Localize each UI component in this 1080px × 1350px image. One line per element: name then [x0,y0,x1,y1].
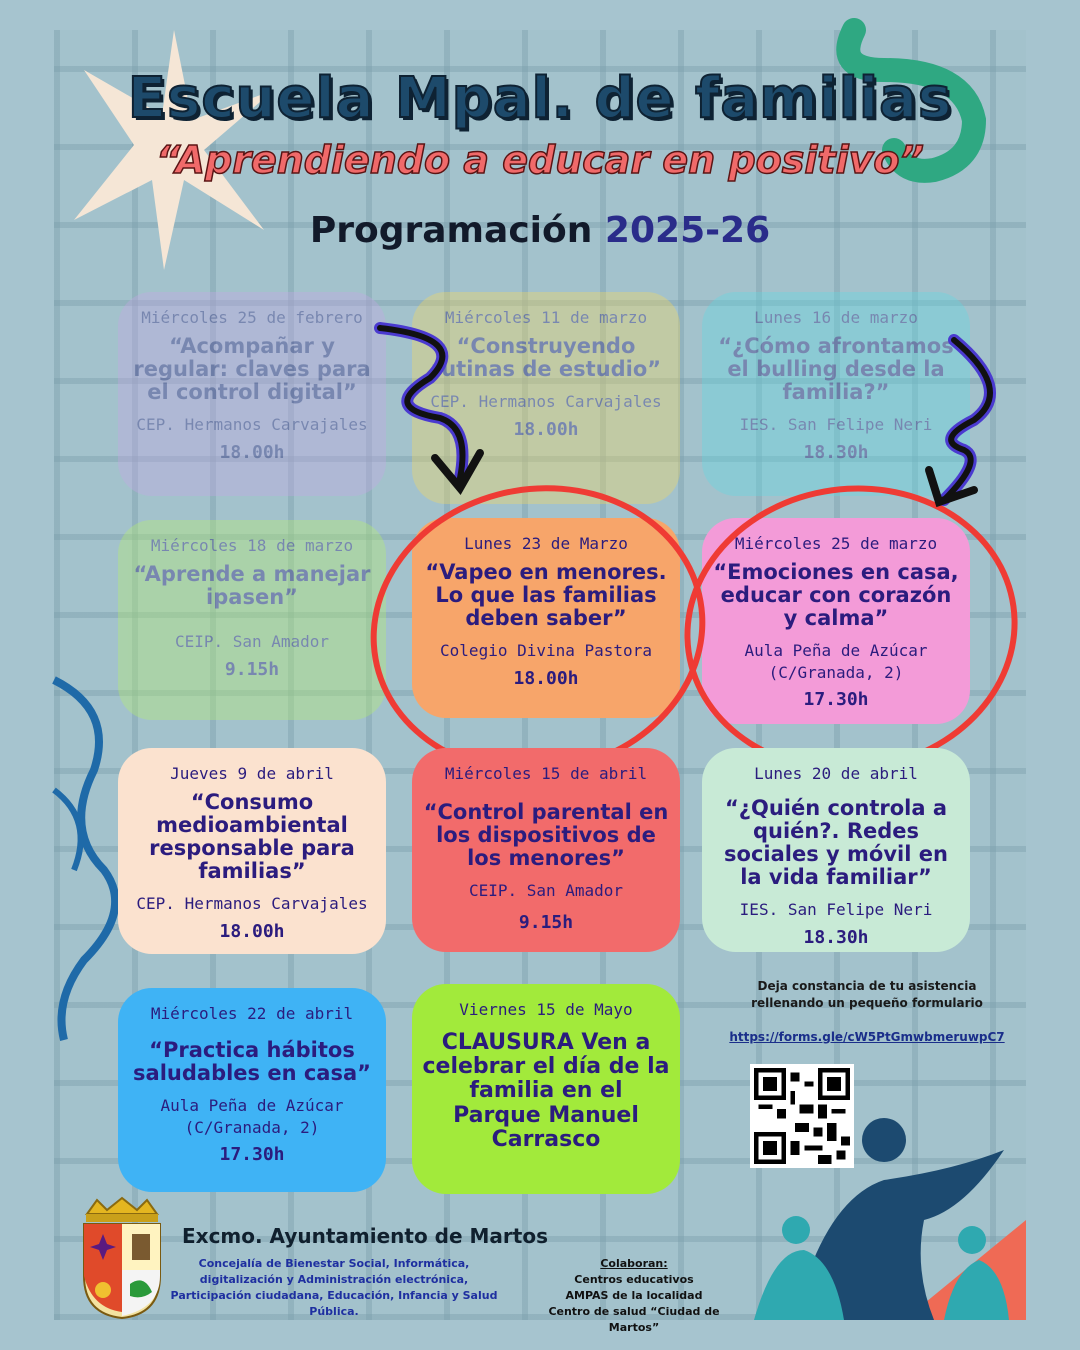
session-title: “Control parental en los dispositivos de los menores” [423,800,669,871]
session-place: IES. San Felipe Neri [739,900,933,920]
session-card-8 [412,748,680,952]
session-date: Miércoles 25 de febrero [141,308,363,327]
session-date: Jueves 9 de abril [170,764,334,783]
session-time: 18.30h [803,926,869,948]
session-date: Miércoles 11 de marzo [444,308,648,327]
session-place: Aula Peña de Azúcar (C/Granada, 2) [160,1096,344,1137]
collab-item: Centro de salud “Ciudad de Martos” [548,1304,720,1334]
session-date: Lunes 16 de marzo [754,308,918,327]
session-date: Lunes 23 de Marzo [464,534,628,553]
session-card-10 [118,988,386,1192]
session-date: Miércoles 25 de marzo [734,534,938,553]
arrow-down-icon [370,318,490,498]
collab-item: AMPAS de la localidad [565,1288,703,1302]
session-title: “Aprende a manejar ipasen” [133,562,371,610]
form-link[interactable]: https://forms.gle/cW5PtGmwbmeruwpC7 [729,1030,1005,1044]
subtitle: “Aprendiendo a educar en positivo” [156,138,924,182]
session-time: 18.30h [803,441,869,463]
session-title: CLAUSURA Ven a celebrar el día de la familia en el Parque Manuel Carrasco [422,1030,670,1152]
session-card-4 [118,520,386,720]
session-date: Miércoles 15 de abril [444,764,648,783]
session-place: CEP. Hermanos Carvajales [136,894,368,914]
session-title: “Acompañar y regular: claves para el control digital” [133,334,371,405]
session-title: “¿Cómo afrontamos el bulling desde la familia?” [718,334,954,405]
session-title: “¿Quién controla a quién?. Redes sociales y móvil en la vida familiar” [724,796,948,890]
collab-item: Centros educativos [574,1272,694,1286]
form-instructions: Deja constancia de tu asistencia rellenando un pequeño formulario [751,979,983,1011]
program-heading [54,210,1026,251]
session-place: Colegio Divina Pastora [440,641,652,661]
session-time: 9.15h [224,658,280,680]
session-place: CEP. Hermanos Carvajales [430,392,662,412]
org-subtitle: Concejalía de Bienestar Social, Informática, digitalización y Administración electrónica, Participación ciudadana, Educación, Infancia y Salud Pública. [170,1257,498,1318]
session-date: Viernes 15 de Mayo [459,1000,633,1019]
collab-heading: Colaboran: [600,1257,668,1270]
session-title: “Practica hábitos saludables en casa” [133,1038,371,1086]
session-date: Miércoles 22 de abril [150,1004,354,1023]
session-card-11 [412,984,680,1194]
main-title: Escuela Mpal. de familias [127,66,953,131]
session-date: Lunes 20 de abril [754,764,918,783]
highlight-circle-right [666,464,1037,794]
session-card-9 [702,748,970,952]
session-card-7 [118,748,386,954]
program-year: 2025-26 [604,210,771,251]
session-time: 18.00h [513,418,579,440]
session-time: 17.30h [219,1144,285,1166]
session-title: “Consumo medioambiental responsable para familias” [149,790,355,884]
session-place: CEIP. San Amador [468,881,624,901]
session-date: Miércoles 18 de marzo [150,536,354,555]
coat-of-arms-icon [72,1196,172,1320]
session-title: “Construyendo rutinas de estudio” [430,334,662,382]
arrow-down-icon [914,330,1024,510]
session-place: CEIP. San Amador [174,632,330,652]
session-time: 18.00h [513,667,579,689]
session-title: “Vapeo en menores. Lo que las familias deben saber” [425,560,667,631]
session-time: 18.00h [219,441,285,463]
collaborators [524,1256,744,1336]
session-card-1 [118,292,386,496]
program-label: Programación [309,210,593,251]
session-place: Aula Peña de Azúcar (C/Granada, 2) [744,641,928,682]
session-time: 9.15h [518,911,574,933]
session-time: 17.30h [803,689,869,711]
session-time: 18.00h [219,920,285,942]
session-place: IES. San Felipe Neri [739,415,933,435]
qr-code-icon[interactable] [750,1064,854,1168]
org-title: Excmo. Ayuntamiento de Martos [182,1224,548,1248]
session-title: “Emociones en casa, educar con corazón y calma” [713,560,959,631]
poster [54,30,1026,1334]
session-place: CEP. Hermanos Carvajales [136,415,368,435]
